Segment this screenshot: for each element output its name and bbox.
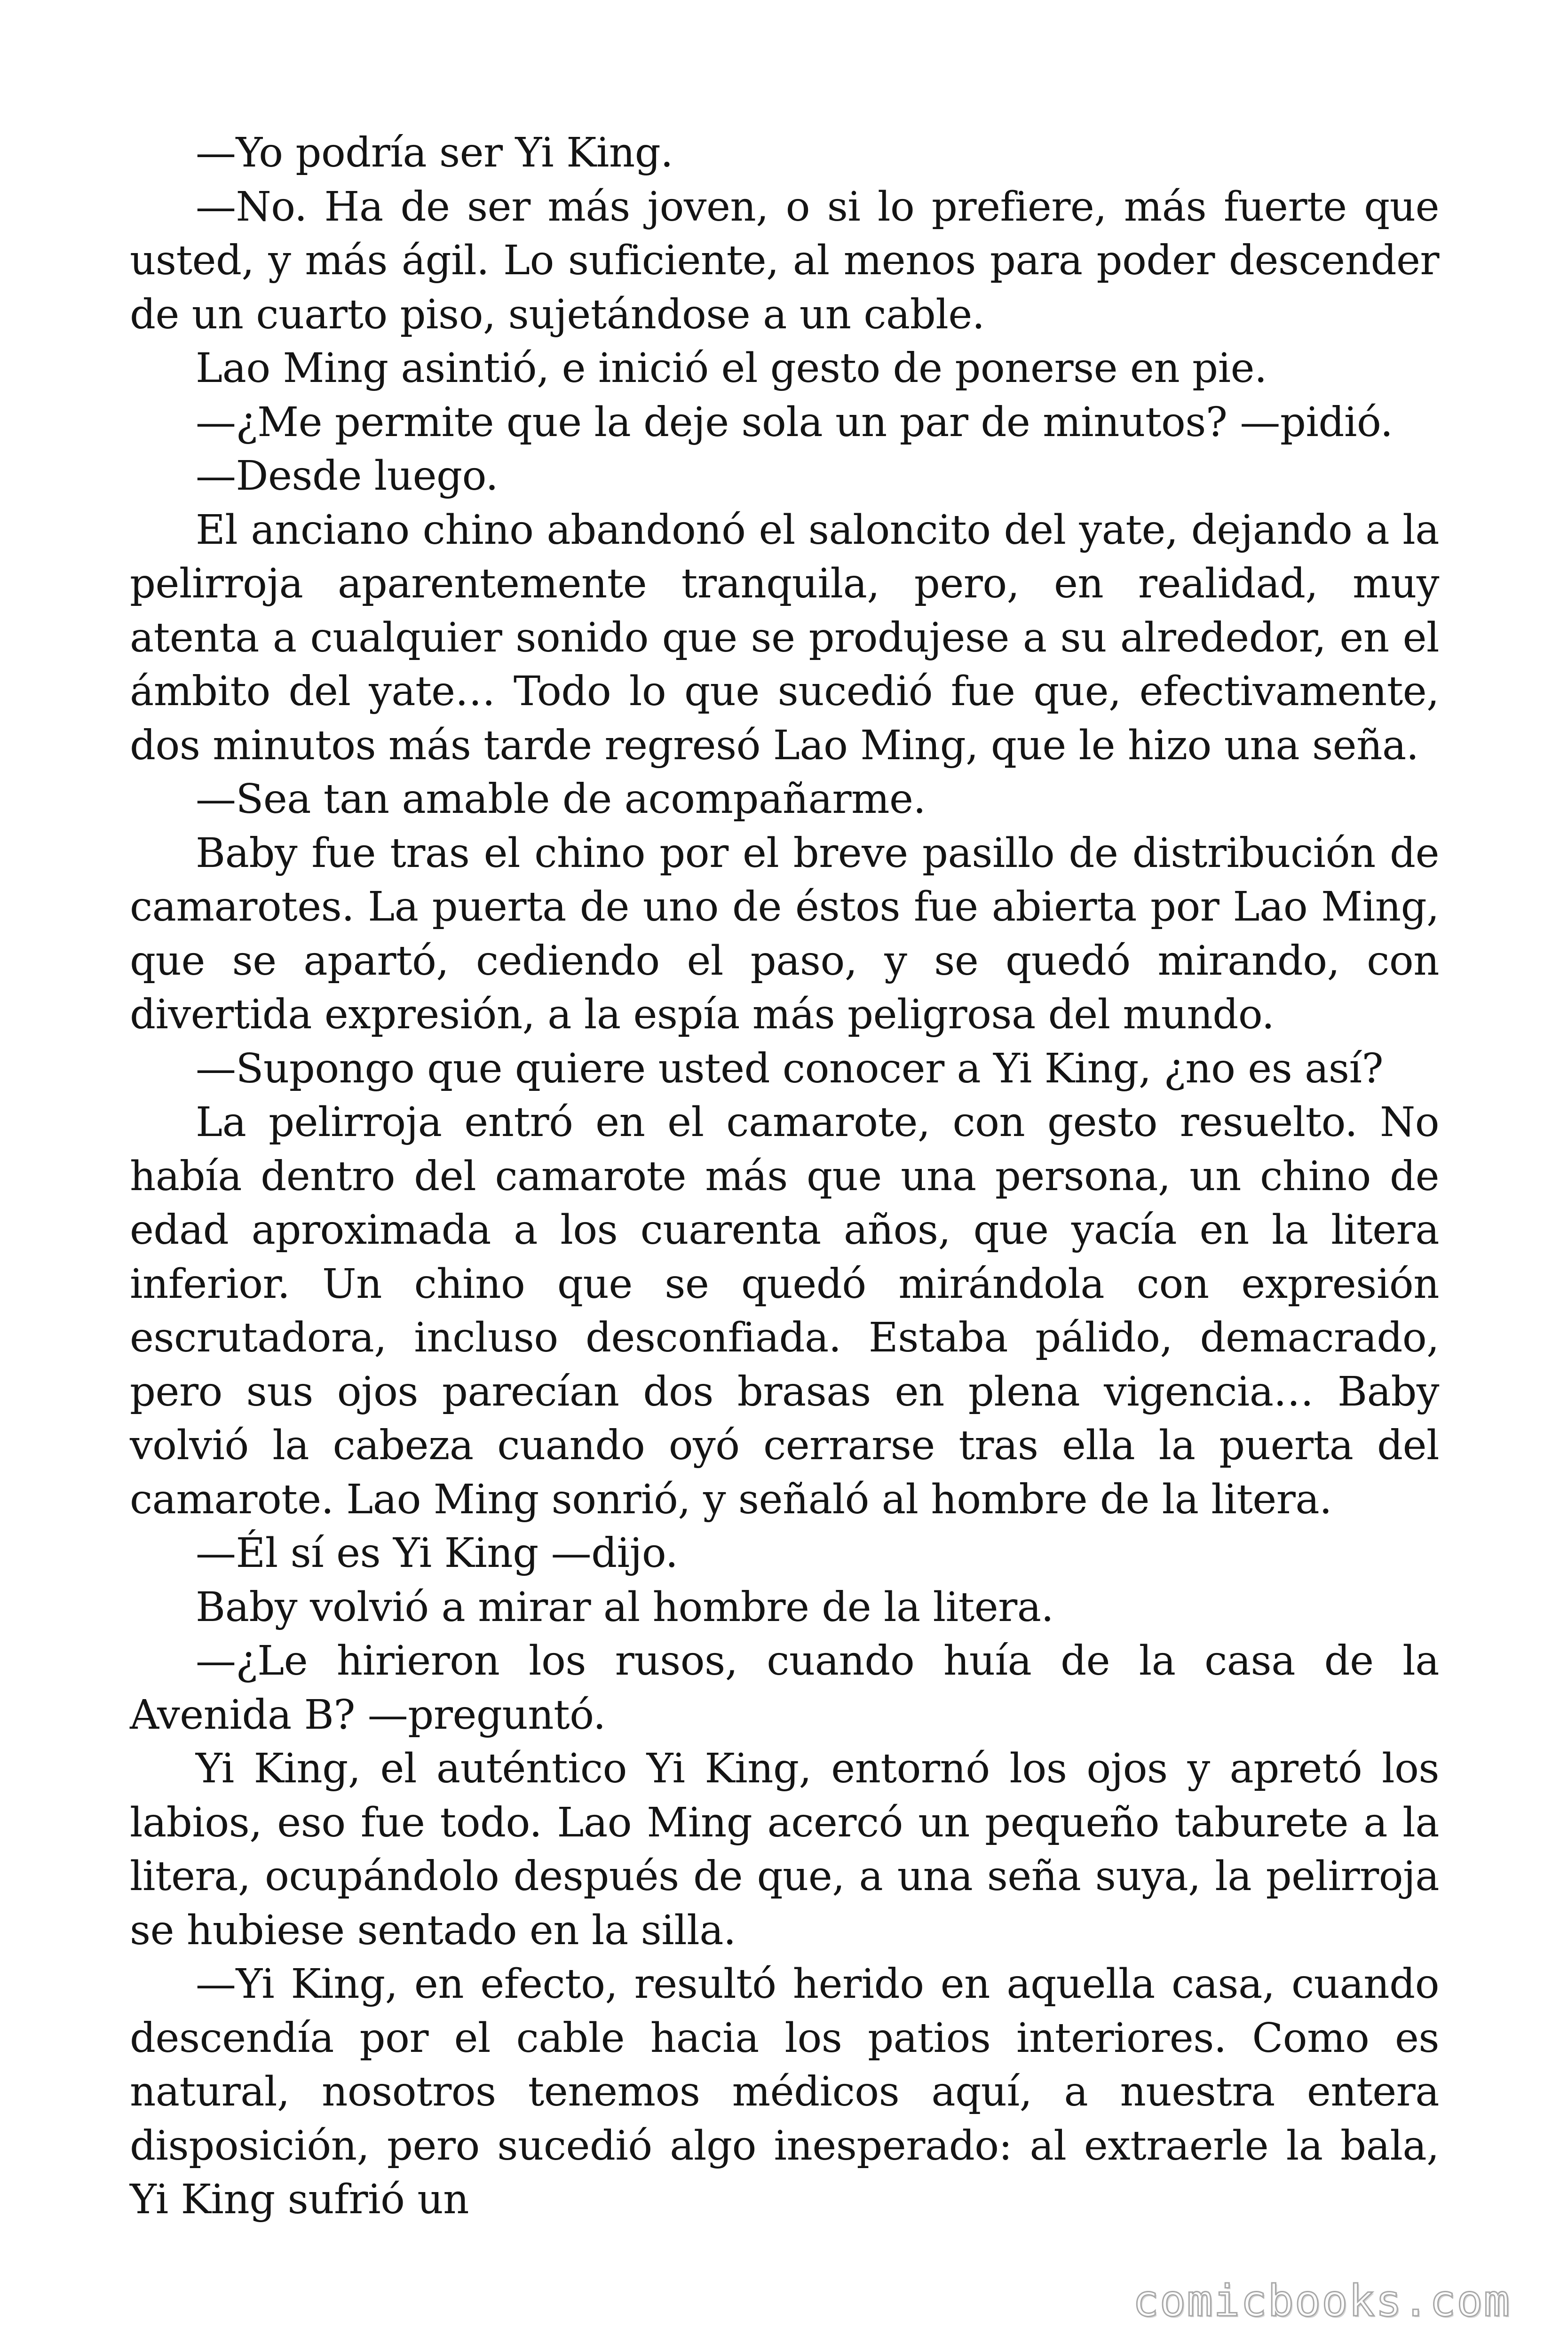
page-text xyxy=(130,126,1439,2227)
watermark-logo: comicbooks.com xyxy=(1132,2276,1511,2326)
paragraph: —Supongo que quiere usted conocer a Yi King, ¿no es así? xyxy=(196,1045,1384,1092)
paragraph: Lao Ming asintió, e inició el gesto de ponerse en pie. xyxy=(196,345,1267,392)
paragraph: —Sea tan amable de acompañarme. xyxy=(196,776,926,823)
paragraph: Baby volvió a mirar al hombre de la litera. xyxy=(196,1583,1054,1631)
paragraph: —No. Ha de ser más joven, o si lo prefiere, más fuerte que usted, y más ágil. Lo suficiente, al menos para poder descender de un cuarto piso, sujetándose a un cable. xyxy=(130,183,1439,338)
paragraph: La pelirroja entró en el camarote, con gesto resuelto. No había dentro del camarote más que una persona, un chino de edad aproximada a los cuarenta años, que yacía en la litera inferior. Un chino que se quedó mirándola con expresión escrutadora, incluso desconfiada. Estaba pálido, demacrado, pero sus ojos parecían dos brasas en plena vigencia… Baby volvió la cabeza cuando oyó cerrarse tras ella la puerta del camarote. Lao Ming sonrió, y señaló al hombre de la litera. xyxy=(130,1099,1439,1523)
paragraph: —Yo podría ser Yi King. xyxy=(196,129,673,176)
paragraph: Baby fue tras el chino por el breve pasillo de distribución de camarotes. La puerta de uno de éstos fue abierta por Lao Ming, que se apartó, cediendo el paso, y se quedó mirando, con divertida expresión, a la espía más peligrosa del mundo. xyxy=(130,829,1439,1038)
paragraph: —Desde luego. xyxy=(196,453,499,500)
paragraph: —¿Me permite que la deje sola un par de minutos? —pidió. xyxy=(196,398,1393,446)
paragraph: El anciano chino abandonó el saloncito del yate, dejando a la pelirroja aparentemente tranquila, pero, en realidad, muy atenta a cualquier sonido que se produjese a su alrededor, en el ámbito del yate… Todo lo que sucedió fue que, efectivamente, dos minutos más tarde regresó Lao Ming, que le hizo una seña. xyxy=(130,506,1439,769)
paragraph: —Yi King, en efecto, resultó herido en aquella casa, cuando descendía por el cable hacia los patios interiores. Como es natural, nosotros tenemos médicos aquí, a nuestra entera disposición, pero sucedió algo inesperado: al extraerle la bala, Yi King sufrió un xyxy=(130,1961,1439,2223)
paragraph: Yi King, el auténtico Yi King, entornó los ojos y apretó los labios, eso fue todo. Lao Ming acercó un pequeño taburete a la litera, ocupándolo después de que, a una seña suya, la pelirroja se hubiese sentado en la silla. xyxy=(130,1745,1439,1954)
paragraph: —¿Le hirieron los rusos, cuando huía de la casa de la Avenida B? —preguntó. xyxy=(130,1637,1439,1739)
paragraph: —Él sí es Yi King —dijo. xyxy=(196,1530,678,1577)
